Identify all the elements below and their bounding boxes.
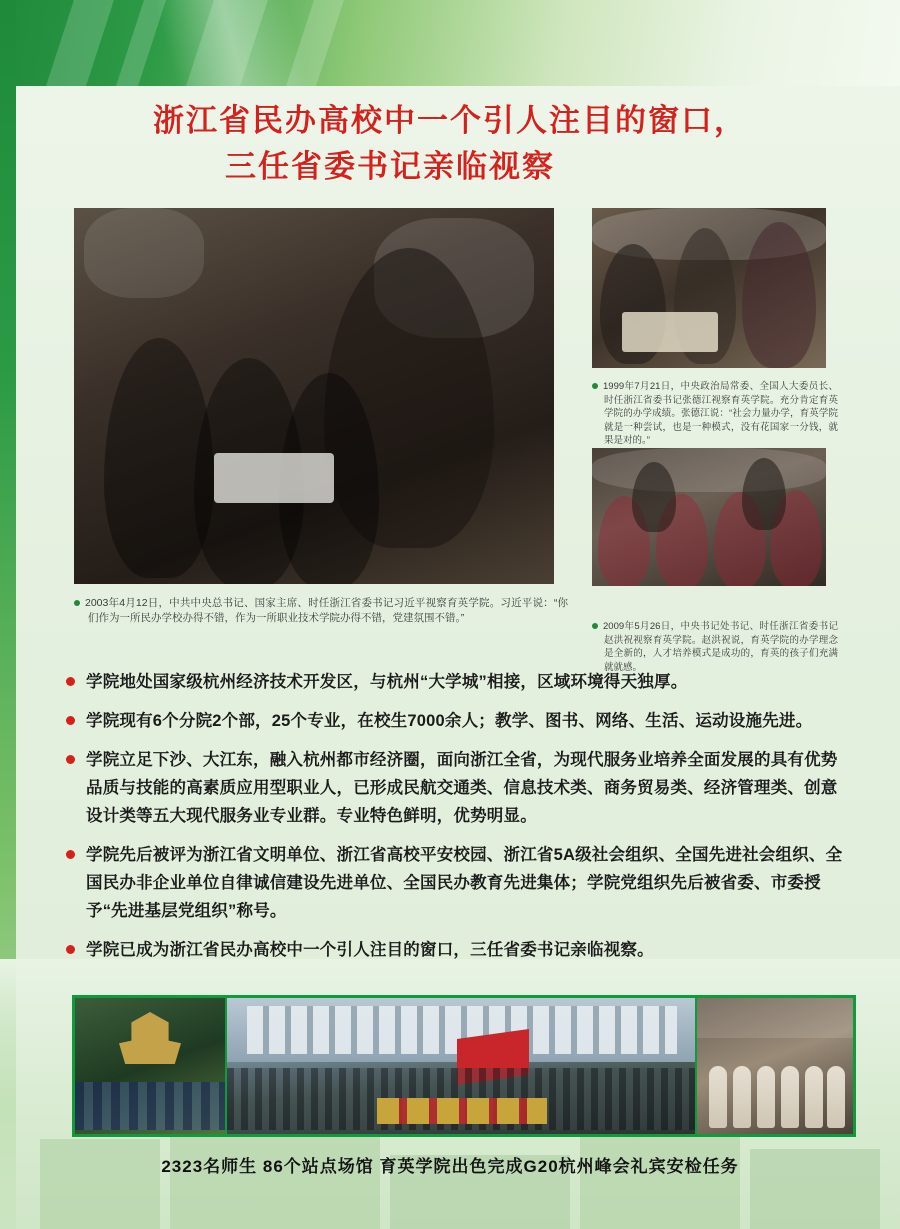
list-item xyxy=(62,707,852,735)
campus-sculpture-photo xyxy=(75,998,225,1134)
highlights-list xyxy=(62,668,852,975)
caption-bullet-icon xyxy=(592,383,598,389)
top-decorative-band xyxy=(0,0,900,86)
list-item-text: 学院已成为浙江省民办高校中一个引人注目的窗口，三任省委书记亲临视察。 xyxy=(86,941,654,959)
list-item-text: 学院先后被评为浙江省文明单位、浙江省高校平安校园、浙江省5A级社会组织、全国先进社会组织、全国民办非企业单位自律诚信建设先进单位、全国民办教育先进集体；学院党组织先后被省委、市委授予“先进基层党组织”称号。 xyxy=(86,846,843,920)
top-right-photo xyxy=(592,208,826,368)
list-item xyxy=(62,841,852,925)
group-formation-photo xyxy=(227,998,696,1134)
bottom-photo-strip xyxy=(72,995,856,1137)
bullet-dot-icon xyxy=(66,755,75,764)
bullet-dot-icon xyxy=(66,716,75,725)
list-item xyxy=(62,746,852,830)
poster-title xyxy=(0,98,900,190)
bullet-dot-icon xyxy=(66,850,75,859)
caption-bullet-icon xyxy=(74,600,80,606)
list-item-text: 学院现有6个分院2个部，25个专业，在校生7000余人；教学、图书、网络、生活、运动设施先进。 xyxy=(86,712,813,730)
main-photo xyxy=(74,208,554,584)
footer-caption: 2323名师生 86个站点场馆 育英学院出色完成G20杭州峰会礼宾安检任务 xyxy=(161,1157,739,1176)
bullet-dot-icon xyxy=(66,677,75,686)
bottom-right-photo xyxy=(592,448,826,586)
main-caption-text: 2003年4月12日，中共中央总书记、国家主席、时任浙江省委书记习近平视察育英学院。习近平说：“你们作为一所民办学校办得不错，作为一所职业技术学院办得不错，党建氛围不错。” xyxy=(85,597,568,624)
caption-bullet-icon xyxy=(592,623,598,629)
list-item-text: 学院地处国家级杭州经济技术开发区，与杭州“大学城”相接，区域环境得天独厚。 xyxy=(86,673,688,691)
list-item xyxy=(62,668,852,696)
title-line-2: 三任省委书记亲临视察 xyxy=(225,149,555,184)
bottom-right-caption-text: 2009年5月26日，中央书记处书记、时任浙江省委书记赵洪祝视察育英学院。赵洪祝说，育英学院的办学理念是全新的，人才培养模式是成功的，育英的孩子们充满就就感。 xyxy=(603,621,838,673)
etiquette-team-photo xyxy=(697,998,853,1134)
top-right-caption-text: 1999年7月21日，中央政治局常委、全国人大委员长、时任浙江省委书记张德江视察育英学院。充分肯定育英学院的办学成绩。张德江说：“社会力量办学，育英学院就是一种尝试，也是一种模式，没有花国家一分钱，就果是对的。” xyxy=(603,381,838,446)
title-line-1: 浙江省民办高校中一个引人注目的窗口， xyxy=(153,103,747,138)
list-item xyxy=(62,936,852,964)
main-photo-caption xyxy=(74,596,568,626)
list-item-text: 学院立足下沙、大江东，融入杭州都市经济圈，面向浙江全省，为现代服务业培养全面发展的具有优势品质与技能的高素质应用型职业人，已形成民航交通类、信息技术类、商务贸易类、经济管理类、创意设计类等五大现代服务业专业群。专业特色鲜明，优势明显。 xyxy=(86,751,838,825)
top-right-photo-caption xyxy=(592,380,838,448)
bullet-dot-icon xyxy=(66,945,75,954)
bottom-right-photo-caption xyxy=(592,620,838,674)
